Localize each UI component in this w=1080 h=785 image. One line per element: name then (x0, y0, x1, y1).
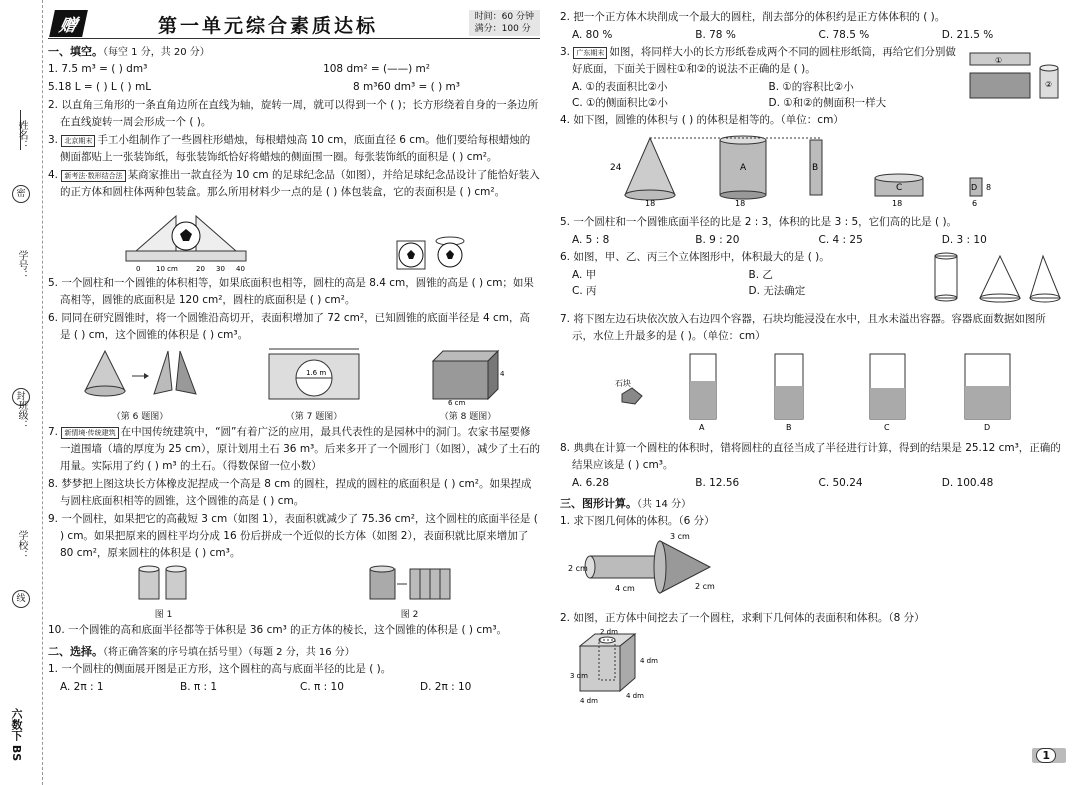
svg-text:②: ② (1045, 80, 1053, 89)
student-id-label: 学号： (16, 250, 27, 280)
figure-9-1 (134, 564, 194, 620)
seal-mark: 密 (12, 185, 30, 203)
svg-text:4 dm: 4 dm (626, 692, 644, 700)
svg-text:4 dm: 4 dm (580, 697, 598, 705)
choice-8: 8. 典典在计算一个圆柱的体积时，错将圆柱的直径当成了半径进行计算，得到的结果是 25.12 cm³，正确的结果应该是 ( ) cm³。 (560, 442, 1061, 471)
svg-text:C: C (896, 183, 903, 193)
seal-mark: 封 (12, 388, 30, 406)
choice-1-options (48, 679, 540, 695)
choice-7: 7. 将下图左边石块依次放入右边四个容器，石块均能浸没在水中，且水未溢出容器。容器底面数据如图所示，水位上升最多的是 ( )。（单位：cm） (560, 313, 1046, 342)
name-label: 姓名： (16, 120, 27, 150)
figure-9-2 (365, 564, 455, 620)
svg-text:3 cm: 3 cm (670, 532, 690, 541)
option: D. 100.48 (941, 477, 994, 489)
svg-text:8: 8 (986, 183, 992, 192)
school-label: 学校： (16, 530, 27, 560)
svg-text:6 cm: 6 cm (448, 399, 466, 406)
section-calculation: 三、图形计算。（共 14 分） (560, 497, 692, 510)
binding-strip (0, 0, 43, 785)
brand-mark: 六数下 BS (10, 707, 23, 761)
svg-text:24: 24 (610, 163, 622, 173)
question-10: 10. 一个圆锥的高和底面半径都等于体积是 36 cm³ 的正方体的棱长，这个圆锥的体积是 ( ) cm³。 (48, 624, 508, 636)
page-header (48, 8, 540, 39)
svg-text:6: 6 (972, 199, 978, 208)
option: A. 6.28 (572, 477, 610, 489)
option: A. 5 : 8 (572, 234, 610, 246)
calc-2: 2. 如图，正方体中间挖去了一个圆柱，求剩下几何体的表面积和体积。（8 分） (560, 612, 925, 624)
left-column (48, 8, 540, 695)
option: D. 3 : 10 (941, 234, 987, 246)
svg-text:20: 20 (196, 265, 205, 273)
package-boxes-figure (392, 233, 472, 273)
containers-figure (560, 346, 1060, 436)
svg-text:30: 30 (216, 265, 225, 273)
svg-text:40: 40 (236, 265, 245, 273)
option: C. 丙 (572, 285, 597, 297)
option: A. 甲 (572, 269, 597, 281)
figure-9-2-caption: 图 2 (400, 610, 419, 620)
question-1-cont: 5.18 L = ( ) L ( ) mL 8 m³60 dm³ = ( ) m³ (48, 81, 460, 93)
right-column (560, 8, 1065, 711)
svg-text:A: A (699, 423, 705, 432)
option: D. ①和②的侧面积一样大 (768, 97, 887, 109)
ruler-ball-figure (116, 211, 256, 273)
page-number: 1 (1032, 748, 1066, 763)
choice-6-block (560, 248, 1065, 310)
choice-4-figure (560, 130, 1060, 210)
svg-text:B: B (786, 423, 792, 432)
svg-text:3 dm: 3 dm (570, 672, 588, 680)
section-fill-in: 一、填空。（每空 1 分，共 20 分） (48, 45, 210, 58)
choice-3: 3. 广东期末 如图，将同样大小的长方形纸卷成两个不同的圆柱形纸筒，再给它们分别做好底面，下面关于圆柱①和②的说法不正确的是 ( )。 (560, 46, 956, 75)
question-7: 7. 新情境·传统建筑 在中国传统建筑中，“圆”有着广泛的应用，最具代表性的是园林中的洞门。农家书屋要修一道围墙（墙的厚度为 25 cm），原计划用土石 36 m³。后来多开了一个圆形门（如图），减少了土石的用量。实际用了约 ( ) m³ 的土石。（得数保留一位小数） (48, 426, 541, 472)
questions-6-8-figures (48, 346, 540, 422)
figure-9-1-caption: 图 1 (154, 610, 173, 620)
figure-8-caption: （第 8 题图） (439, 412, 497, 422)
option: C. π : 10 (300, 681, 344, 693)
question-9: 9. 一个圆柱，如果把它的高截短 3 cm（如图 1），表面积就减少了 75.36 cm²，这个圆柱的底面半径是 ( ) cm。如果把原来的圆柱平均分成 16 份后拼成一个近似的长方体（如图 2），表面积就比原来增加了 80 cm²，原来圆柱的体积是 ( ) cm³。 (48, 513, 538, 559)
svg-text:4 dm: 4 dm (640, 657, 658, 665)
svg-text:4: 4 (500, 370, 505, 378)
option: D. 无法确定 (748, 285, 806, 297)
svg-text:①: ① (995, 56, 1003, 65)
option: A. ①的表面积比②小 (572, 81, 668, 93)
option: A. 2π : 1 (60, 681, 104, 693)
choice-1: 1. 一个圆柱的侧面展开图是正方形，这个圆柱的高与底面半径的比是 ( )。 (48, 663, 392, 675)
question-6: 6. 同同在研究圆锥时，将一个圆锥沿高切开，表面积增加了 72 cm²，已知圆锥的底面半径是 4 cm，高是 ( ) cm，这个圆锥的体积是 ( ) cm³。 (48, 312, 530, 341)
solids-figure (925, 248, 1065, 310)
choice-4: 4. 如下图，圆锥的体积与 ( ) 的体积是相等的。（单位：cm） (560, 114, 844, 126)
choice-6: 6. 如图，甲、乙、丙三个立体图形中，体积最大的是 ( )。 (560, 251, 830, 263)
svg-text:B: B (812, 163, 819, 173)
choice-5-options (560, 232, 1065, 248)
choice-8-options (560, 475, 1065, 491)
question-5: 5. 一个圆柱和一个圆锥的体积相等，如果底面积也相等，圆柱的高是 8.4 cm，圆锥的高是 ( ) cm；如果高相等，圆锥的底面积是 120 cm²，圆柱的底面积是 ( ) cm²。 (48, 277, 534, 306)
question-1: 1. 7.5 m³ = ( ) dm³ 108 dm² = (——) m² (48, 63, 430, 75)
cylinder-cone-figure (560, 531, 760, 606)
question-3: 3. 北京期末 手工小组制作了一些圆柱形蜡烛，每根蜡烛高 10 cm，底面直径 6 cm。他们要给每根蜡烛的侧面都贴上一张装饰纸，每张装饰纸恰好将蜡烛的侧面围一圈。每张装饰纸的面积是 ( ) cm²。 (48, 134, 531, 163)
svg-text:2 dm: 2 dm (600, 628, 618, 636)
svg-text:0: 0 (136, 265, 141, 273)
stone-label: 石块 (615, 379, 631, 388)
figure-8 (428, 346, 508, 422)
question-4: 4. 新考法·数形结合法 某商家推出一款直径为 10 cm 的足球纪念品（如图），并给足球纪念品设计了能恰好装入的正方体和圆柱体两种包装盒。那么所用材料少一点的是 ( ) 体包装盒，它的表面积是 ( ) cm²。 (48, 169, 540, 198)
svg-text:1.6 m: 1.6 m (306, 369, 327, 377)
section-choice: 二、选择。（将正确答案的序号填在括号里）（每题 2 分，共 16 分） (48, 645, 355, 658)
figure-6-caption: （第 6 题图） (111, 412, 169, 422)
option: B. 9 : 20 (695, 234, 740, 246)
option: C. 4 : 25 (818, 234, 863, 246)
option: B. π : 1 (180, 681, 218, 693)
svg-text:18: 18 (735, 199, 746, 208)
svg-text:10 cm: 10 cm (156, 265, 178, 273)
figure-6 (80, 346, 200, 422)
calc-1: 1. 求下图几何体的体积。（6 分） (560, 515, 715, 527)
class-label: 班级： (16, 400, 27, 430)
svg-text:18: 18 (892, 199, 903, 208)
choice-6-options-row1 (560, 267, 925, 283)
choice-3-options-row1 (560, 79, 965, 95)
exam-info (469, 10, 540, 36)
question-4-figure (48, 203, 540, 273)
svg-text:A: A (740, 163, 747, 173)
svg-text:D: D (984, 423, 991, 432)
option: B. 12.56 (695, 477, 740, 489)
choice-3-options-row2 (560, 95, 965, 111)
choice-6-options-row2 (560, 283, 925, 299)
cube-hole-figure (560, 628, 680, 708)
option: C. 50.24 (818, 477, 863, 489)
option: B. 78 % (695, 29, 736, 41)
choice-3-block (560, 43, 1065, 111)
option: D. 2π : 10 (420, 681, 472, 693)
choice-2-options (560, 27, 1065, 43)
svg-text:4 cm: 4 cm (615, 584, 635, 593)
figure-7 (264, 346, 364, 422)
svg-text:2 cm: 2 cm (568, 564, 588, 573)
option: B. 乙 (748, 269, 773, 281)
seal-mark: 线 (12, 590, 30, 608)
option: C. 78.5 % (818, 29, 870, 41)
choice-2: 2. 把一个正方体木块削成一个最大的圆柱，削去部分的体积约是正方体体积的 ( )。 (560, 11, 946, 23)
time-limit: 时间：60 分钟 (474, 12, 534, 22)
svg-text:18: 18 (645, 199, 656, 208)
question-2: 2. 以直角三角形的一条直角边所在直线为轴，旋转一周，就可以得到一个 ( )；长方形绕着自身的一条边所在直线旋转一周会形成一个 ( )。 (48, 99, 539, 128)
choice-5: 5. 一个圆柱和一个圆锥底面半径的比是 2 : 3，体积的比是 3 : 5，它们高的比是 ( )。 (560, 216, 958, 228)
option: D. 21.5 % (941, 29, 994, 41)
full-score: 满分：100 分 (474, 24, 531, 34)
option: A. 80 % (572, 29, 613, 41)
svg-text:D: D (971, 183, 978, 192)
option: B. ①的容积比②小 (768, 81, 854, 93)
paper-tubes-figure (965, 43, 1065, 103)
svg-text:C: C (884, 423, 890, 432)
question-8: 8. 梦梦把上图这块长方体橡皮泥捏成一个高是 8 cm 的圆柱，捏成的圆柱的底面积是 ( ) cm²。如果捏成与圆柱底面积相等的圆锥，这个圆锥的高是 ( ) cm。 (48, 478, 532, 507)
svg-text:2 cm: 2 cm (695, 582, 715, 591)
page-title: 第一单元综合素质达标 (158, 15, 379, 37)
option: C. ①的侧面积比②小 (572, 97, 668, 109)
gift-badge: 赠 (49, 10, 88, 37)
figure-7-caption: （第 7 题图） (285, 412, 343, 422)
question-9-figures (48, 564, 540, 620)
